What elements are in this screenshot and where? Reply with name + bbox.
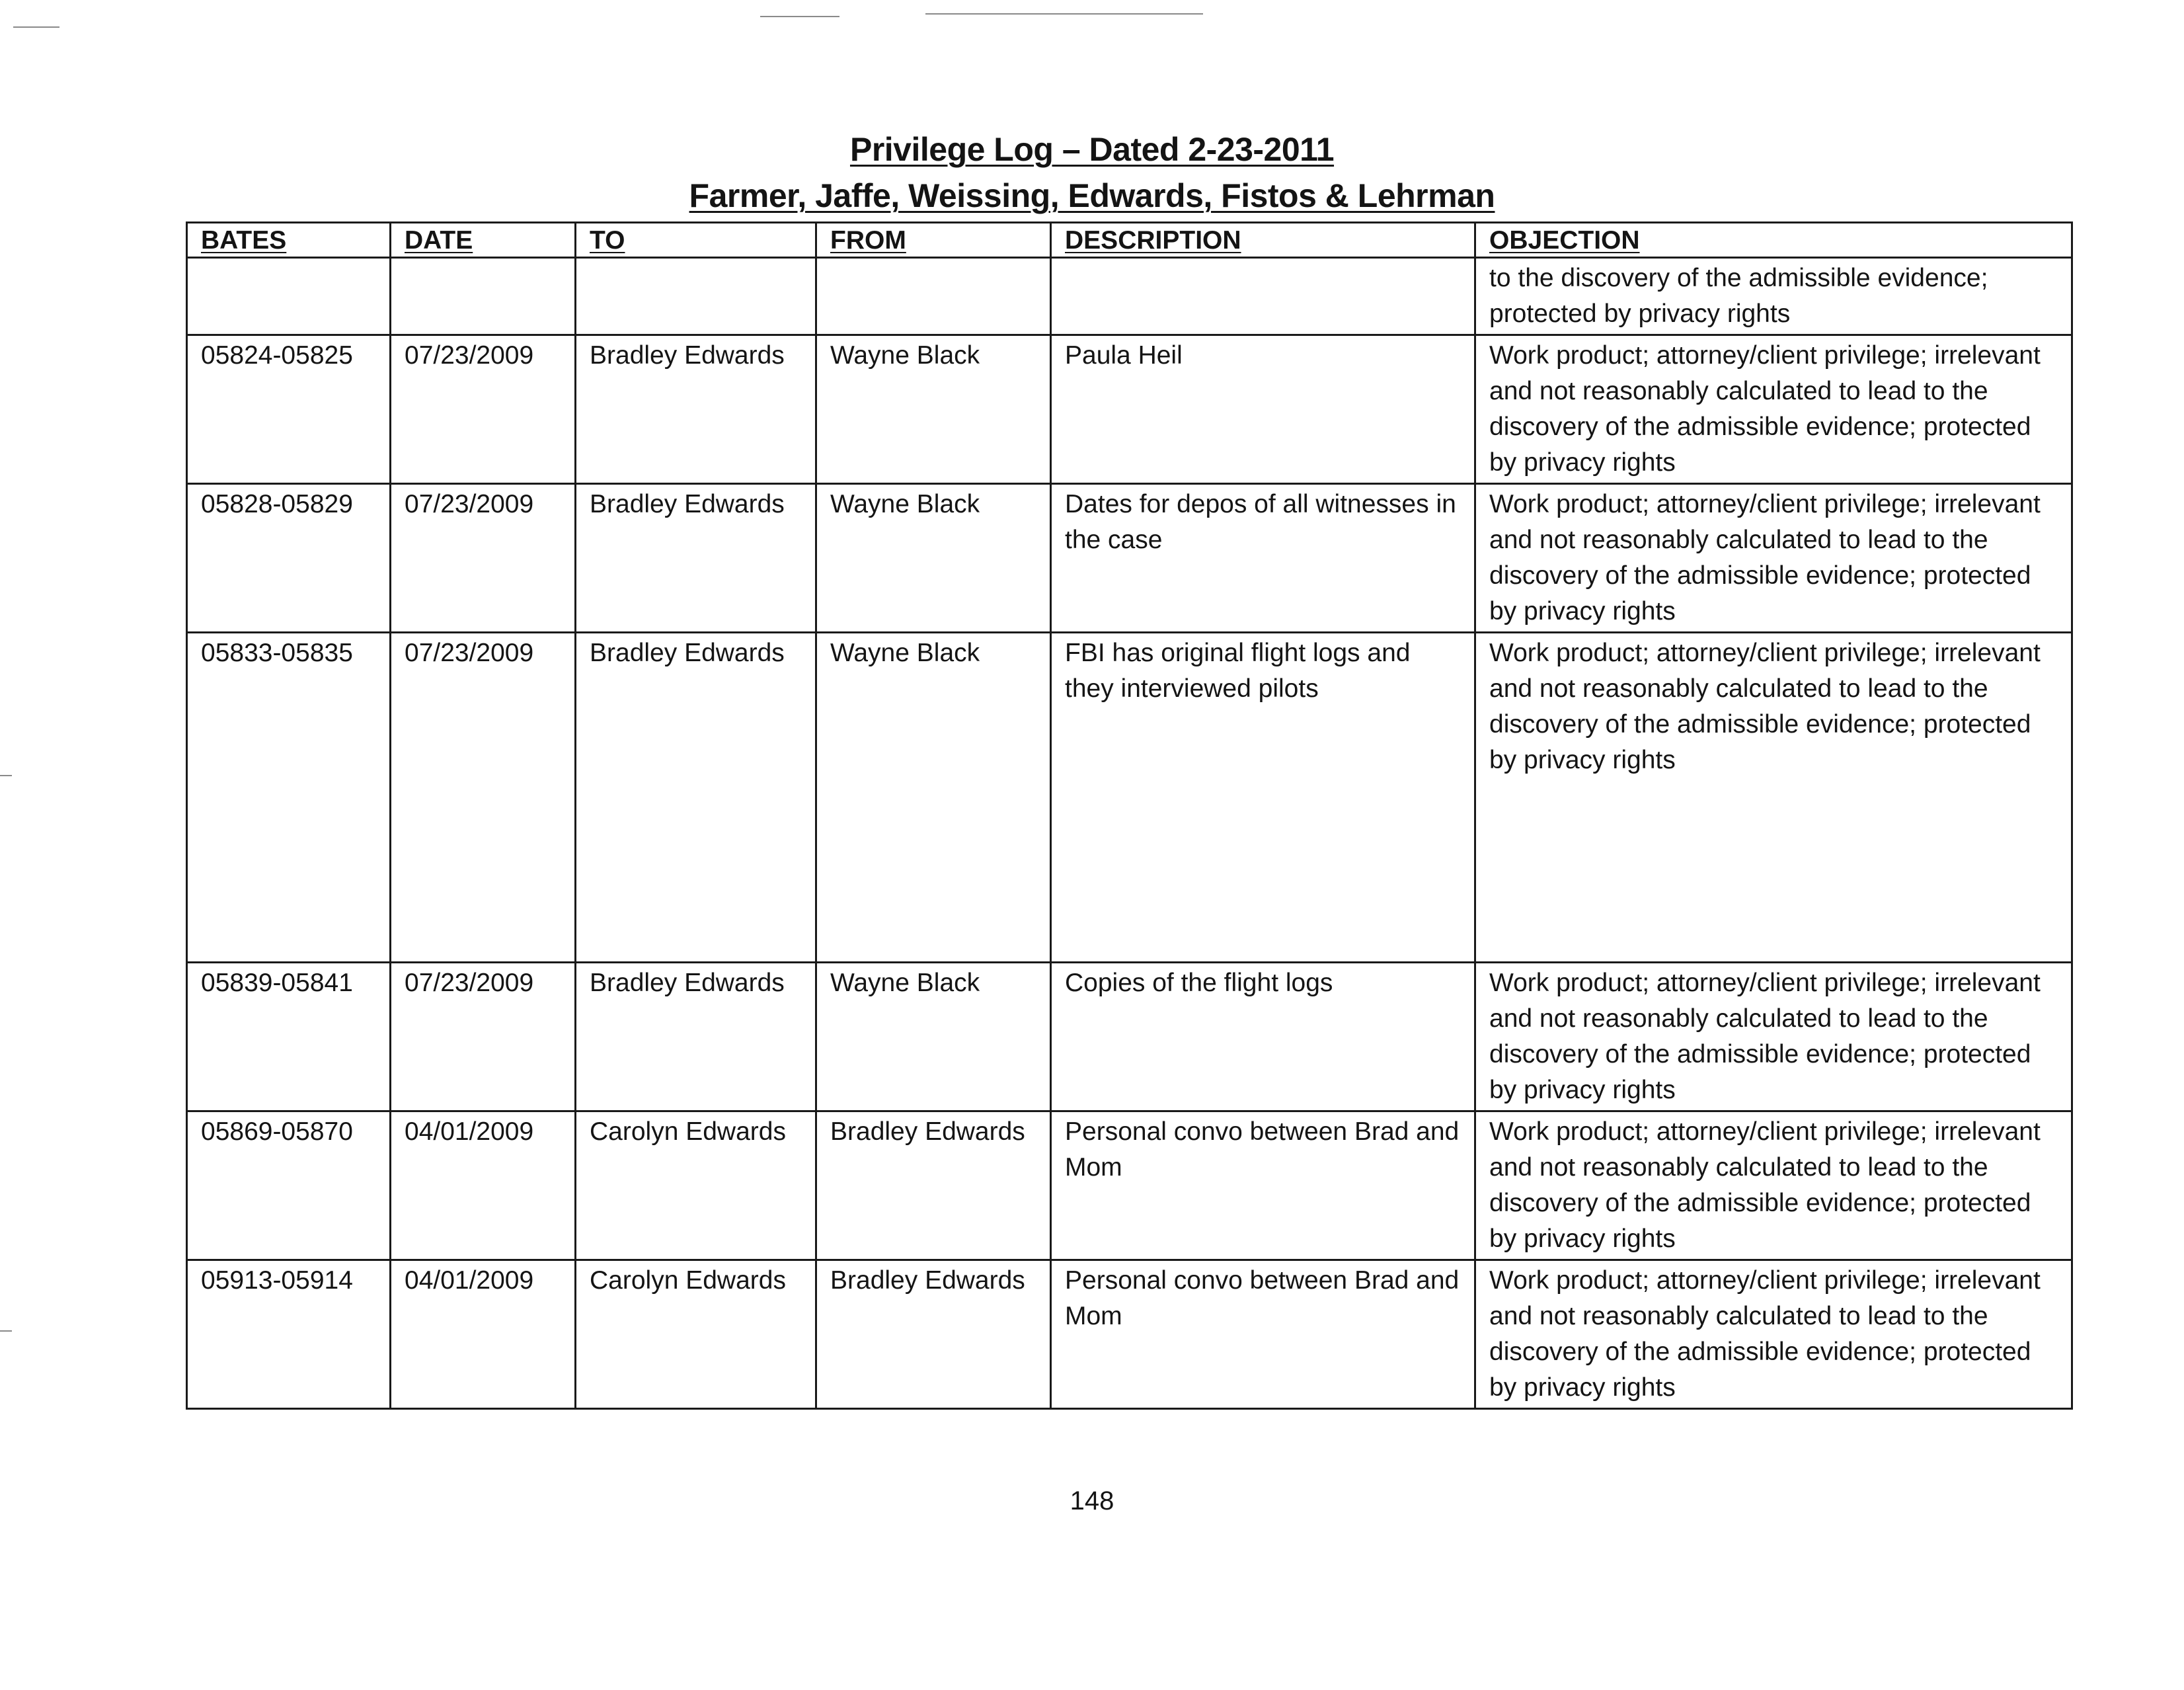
scan-artifact <box>925 13 1203 15</box>
bates-cell: 05833-05835 <box>187 633 391 963</box>
table-row-continuation <box>187 258 2072 335</box>
scan-artifact <box>13 26 59 28</box>
from-cell <box>816 258 1051 335</box>
objection-cell: Work product; attorney/client privilege; irrelevant and not reasonably calculated to lead to the discovery of the admissible evidence; protected by privacy rights <box>1475 484 2072 633</box>
date-cell: 07/23/2009 <box>391 335 576 484</box>
column-header-to: TO <box>576 223 816 258</box>
description-cell: FBI has original flight logs and they interviewed pilots <box>1051 633 1475 963</box>
to-cell: Bradley Edwards <box>576 484 816 633</box>
column-header-from: FROM <box>816 223 1051 258</box>
column-header-description: DESCRIPTION <box>1051 223 1475 258</box>
table-row <box>187 963 2072 1111</box>
table-row <box>187 335 2072 484</box>
objection-cell: Work product; attorney/client privilege; irrelevant and not reasonably calculated to lead to the discovery of the admissible evidence; protected by privacy rights <box>1475 1260 2072 1409</box>
description-cell: Personal convo between Brad and Mom <box>1051 1111 1475 1260</box>
from-cell: Wayne Black <box>816 484 1051 633</box>
scan-artifact <box>0 1330 12 1332</box>
table-row <box>187 484 2072 633</box>
bates-cell: 05913-05914 <box>187 1260 391 1409</box>
bates-cell: 05828-05829 <box>187 484 391 633</box>
description-cell <box>1051 258 1475 335</box>
column-header-date: DATE <box>391 223 576 258</box>
from-cell: Bradley Edwards <box>816 1111 1051 1260</box>
bates-cell: 05869-05870 <box>187 1111 391 1260</box>
table-row <box>187 633 2072 963</box>
table-row <box>187 1260 2072 1409</box>
document-title: Privilege Log – Dated 2-23-2011 <box>849 131 1335 168</box>
scan-artifact <box>0 775 12 776</box>
to-cell: Bradley Edwards <box>576 633 816 963</box>
scan-artifact <box>760 16 839 17</box>
description-cell: Copies of the flight logs <box>1051 963 1475 1111</box>
to-cell: Carolyn Edwards <box>576 1260 816 1409</box>
to-cell <box>576 258 816 335</box>
description-cell: Personal convo between Brad and Mom <box>1051 1260 1475 1409</box>
date-cell: 04/01/2009 <box>391 1260 576 1409</box>
objection-cell: Work product; attorney/client privilege; irrelevant and not reasonably calculated to lead to the discovery of the admissible evidence; protected by privacy rights <box>1475 1111 2072 1260</box>
date-cell: 07/23/2009 <box>391 484 576 633</box>
date-cell: 04/01/2009 <box>391 1111 576 1260</box>
date-cell: 07/23/2009 <box>391 633 576 963</box>
description-cell: Dates for depos of all witnesses in the case <box>1051 484 1475 633</box>
from-cell: Bradley Edwards <box>816 1260 1051 1409</box>
bates-cell: 05824-05825 <box>187 335 391 484</box>
to-cell: Carolyn Edwards <box>576 1111 816 1260</box>
objection-cell: Work product; attorney/client privilege; irrelevant and not reasonably calculated to lead to the discovery of the admissible evidence; protected by privacy rights <box>1475 963 2072 1111</box>
page-number: 148 <box>1070 1486 1114 1515</box>
from-cell: Wayne Black <box>816 335 1051 484</box>
table-header-row <box>187 223 2072 258</box>
bates-cell: 05839-05841 <box>187 963 391 1111</box>
bates-cell <box>187 258 391 335</box>
firm-name: Farmer, Jaffe, Weissing, Edwards, Fistos & Lehrman <box>689 177 1495 214</box>
description-cell: Paula Heil <box>1051 335 1475 484</box>
privilege-log-table <box>186 221 2073 1410</box>
from-cell: Wayne Black <box>816 963 1051 1111</box>
objection-cell: to the discovery of the admissible evidence; protected by privacy rights <box>1475 258 2072 335</box>
date-cell <box>391 258 576 335</box>
objection-cell: Work product; attorney/client privilege; irrelevant and not reasonably calculated to lead to the discovery of the admissible evidence; protected by privacy rights <box>1475 335 2072 484</box>
to-cell: Bradley Edwards <box>576 963 816 1111</box>
table-row <box>187 1111 2072 1260</box>
date-cell: 07/23/2009 <box>391 963 576 1111</box>
column-header-objection: OBJECTION <box>1475 223 2072 258</box>
objection-cell: Work product; attorney/client privilege; irrelevant and not reasonably calculated to lead to the discovery of the admissible evidence; protected by privacy rights <box>1475 633 2072 963</box>
from-cell: Wayne Black <box>816 633 1051 963</box>
column-header-bates: BATES <box>187 223 391 258</box>
to-cell: Bradley Edwards <box>576 335 816 484</box>
